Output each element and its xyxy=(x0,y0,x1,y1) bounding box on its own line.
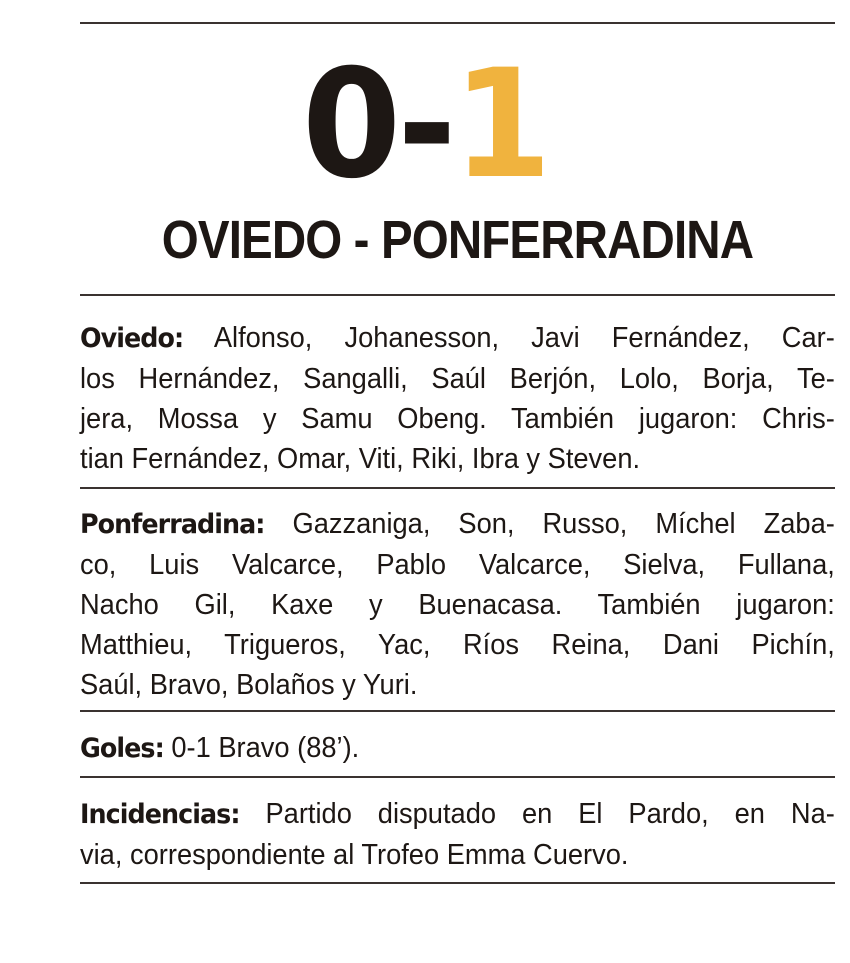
lineup-line: Saúl, Bravo, Bolaños y Yuri. xyxy=(80,669,418,701)
lineup-line: Nacho Gil, Kaxe y Buenacasa. También jugaron: xyxy=(80,589,835,621)
incidents-text: Partido disputado en El Pardo, en Na- xyxy=(239,798,835,830)
incidents-label: Incidencias: xyxy=(80,799,240,830)
ponferradina-label: Ponferradina: xyxy=(80,509,265,540)
divider xyxy=(80,776,835,778)
lineup-text: Gazzaniga, Son, Russo, Míchel Zaba- xyxy=(264,508,835,540)
ponferradina-lineup xyxy=(80,504,835,705)
final-score xyxy=(21,40,829,210)
lineup-line: Matthieu, Trigueros, Yac, Ríos Reina, Dani Pichín, xyxy=(80,629,835,661)
divider xyxy=(80,487,835,489)
score-separator: - xyxy=(397,38,453,212)
home-score: 0 xyxy=(301,38,398,212)
goals-line xyxy=(80,728,835,769)
away-score: 1 xyxy=(452,38,549,212)
match-title: OVIEDO - PONFERRADINA xyxy=(161,210,754,270)
lineup-line xyxy=(80,318,835,359)
incidents-line: via, correspondiente al Trofeo Emma Cuervo. xyxy=(80,839,629,871)
top-rule xyxy=(80,22,835,24)
goals-text: 0-1 Bravo (88’). xyxy=(163,732,360,764)
lineup-line xyxy=(80,504,835,545)
divider xyxy=(80,294,835,296)
lineup-line: tian Fernández, Omar, Viti, Riki, Ibra y Steven. xyxy=(80,443,641,475)
lineup-line: jera, Mossa y Samu Obeng. También jugaron: Chris- xyxy=(80,403,835,435)
goals xyxy=(80,728,835,769)
oviedo-label: Oviedo: xyxy=(80,323,184,354)
lineup-line: los Hernández, Sangalli, Saúl Berjón, Lolo, Borja, Te- xyxy=(80,363,835,395)
incidents xyxy=(80,794,835,875)
oviedo-lineup xyxy=(80,318,835,479)
divider xyxy=(80,710,835,712)
bottom-rule xyxy=(80,882,835,884)
incidents-line xyxy=(80,794,835,835)
goals-label: Goles: xyxy=(80,733,164,764)
lineup-text: Alfonso, Johanesson, Javi Fernández, Car- xyxy=(183,322,835,354)
lineup-line: co, Luis Valcarce, Pablo Valcarce, Sielva, Fullana, xyxy=(80,549,835,581)
